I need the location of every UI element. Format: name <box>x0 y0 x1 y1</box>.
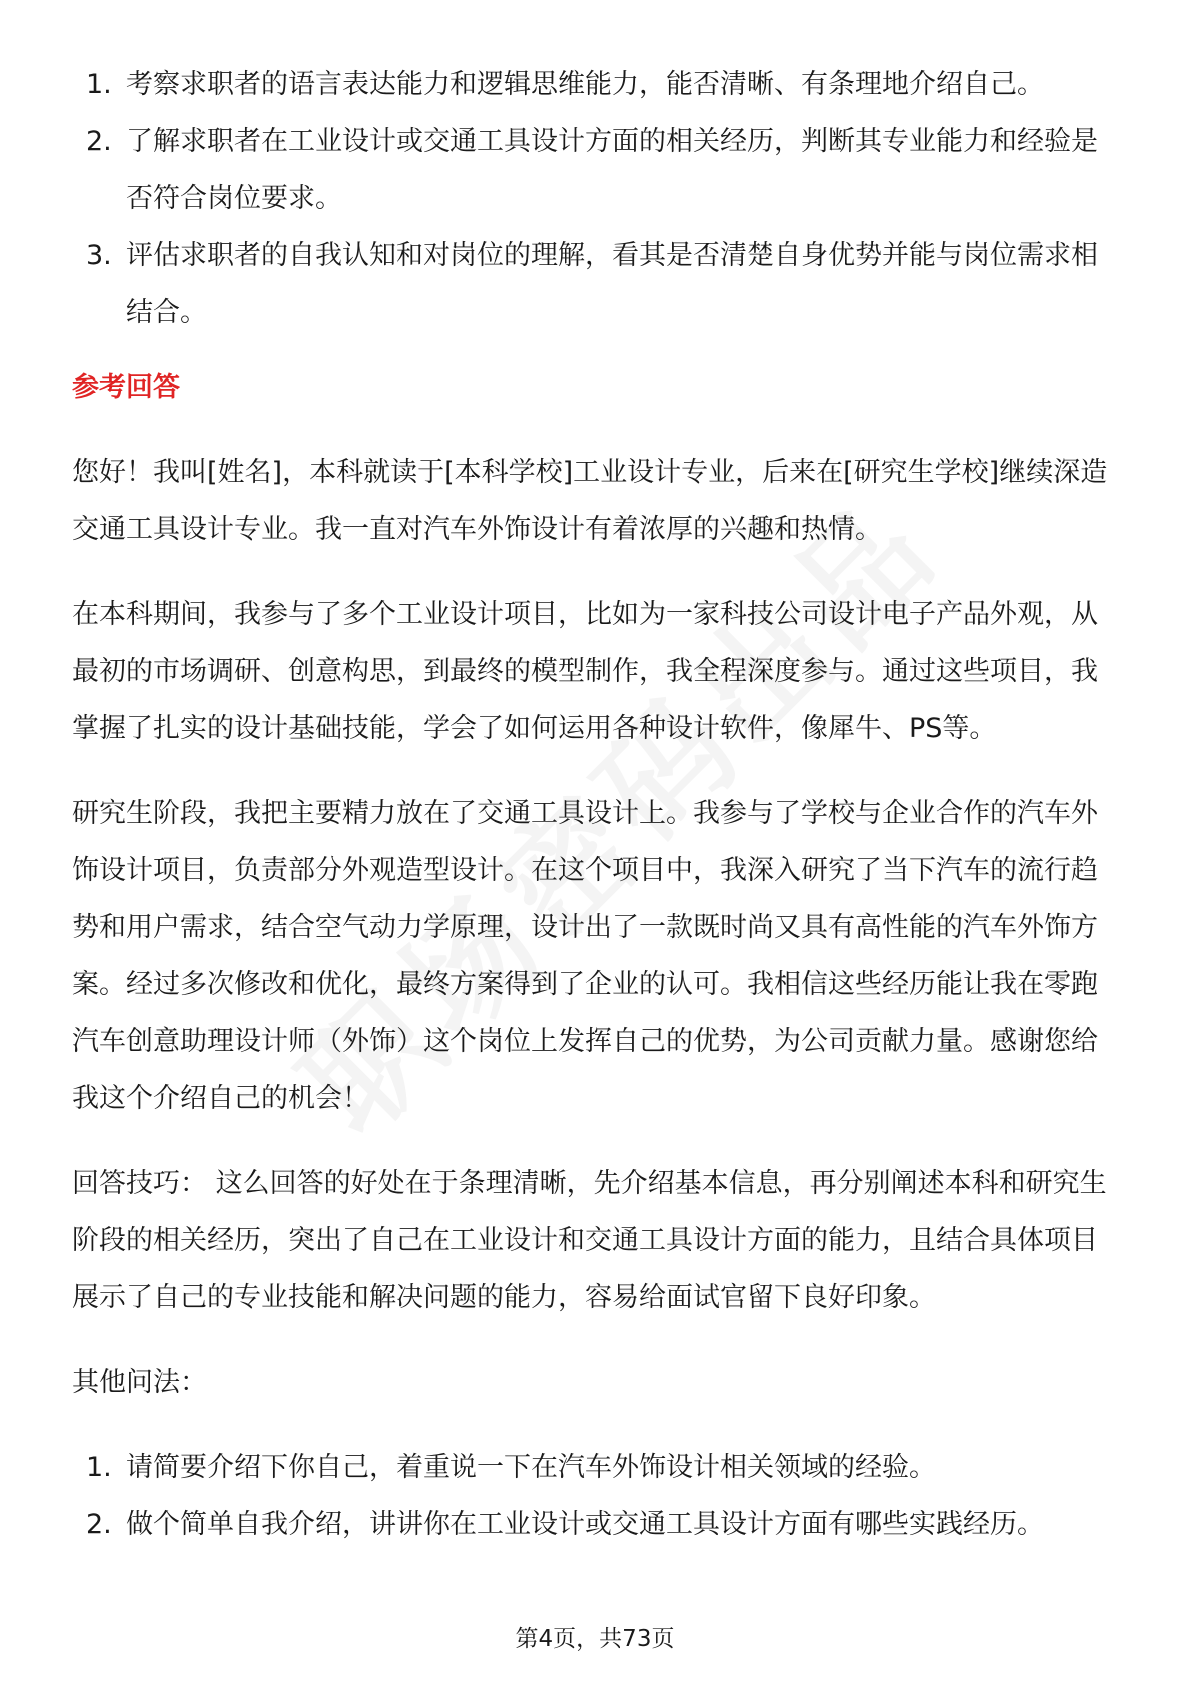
list-text: 了解求职者在工业设计或交通工具设计方面的相关经历，判断其专业能力和经验是否符合岗位要求。 <box>126 126 1098 214</box>
other-heading: 其他问法： <box>72 1367 207 1398</box>
list-number: 1. <box>86 69 112 100</box>
list-text: 做个简单自我介绍，讲讲你在工业设计或交通工具设计方面有哪些实践经历。 <box>126 1509 1044 1540</box>
list-number: 1. <box>86 1452 112 1483</box>
list-number: 2. <box>86 1509 112 1540</box>
list-item <box>72 56 1122 113</box>
list-text: 请简要介绍下你自己，着重说一下在汽车外饰设计相关领域的经验。 <box>126 1452 936 1483</box>
list-item <box>72 1439 1122 1496</box>
other-questions-list <box>72 1439 1122 1553</box>
answer-paragraph: 研究生阶段，我把主要精力放在了交通工具设计上。我参与了学校与企业合作的汽车外饰设计项目，负责部分外观造型设计。在这个项目中，我深入研究了当下汽车的流行趋势和用户需求，结合空气动力学原理，设计出了一款既时尚又具有高性能的汽车外饰方案。经过多次修改和优化，最终方案得到了企业的认可。我相信这些经历能让我在零跑汽车创意助理设计师（外饰）这个岗位上发挥自己的优势，为公司贡献力量。感谢您给我这个介绍自己的机会！ <box>72 798 1098 1114</box>
list-item <box>72 113 1122 227</box>
list-item <box>72 227 1122 341</box>
answer-heading: 参考回答 <box>72 372 180 403</box>
list-text: 考察求职者的语言表达能力和逻辑思维能力，能否清晰、有条理地介绍自己。 <box>126 69 1044 100</box>
page-footer: 第4页，共73页 <box>515 1626 675 1652</box>
tips-paragraph: 回答技巧： 这么回答的好处在于条理清晰，先介绍基本信息，再分别阐述本科和研究生阶段的相关经历，突出了自己在工业设计和交通工具设计方面的能力，且结合具体项目展示了自己的专业技能和解决问题的能力，容易给面试官留下良好印象。 <box>72 1168 1107 1313</box>
list-item <box>72 1496 1122 1553</box>
purpose-list <box>72 56 1122 341</box>
page-content <box>72 56 1122 1553</box>
list-text: 评估求职者的自我认知和对岗位的理解，看其是否清楚自身优势并能与岗位需求相结合。 <box>126 240 1098 328</box>
list-number: 3. <box>86 240 112 271</box>
list-number: 2. <box>86 126 112 157</box>
answer-paragraph: 您好！我叫[姓名]，本科就读于[本科学校]工业设计专业，后来在[研究生学校]继续深造交通工具设计专业。我一直对汽车外饰设计有着浓厚的兴趣和热情。 <box>72 457 1108 545</box>
answer-paragraph: 在本科期间，我参与了多个工业设计项目，比如为一家科技公司设计电子产品外观，从最初的市场调研、创意构思，到最终的模型制作，我全程深度参与。通过这些项目，我掌握了扎实的设计基础技能，学会了如何运用各种设计软件，像犀牛、PS等。 <box>72 599 1098 744</box>
